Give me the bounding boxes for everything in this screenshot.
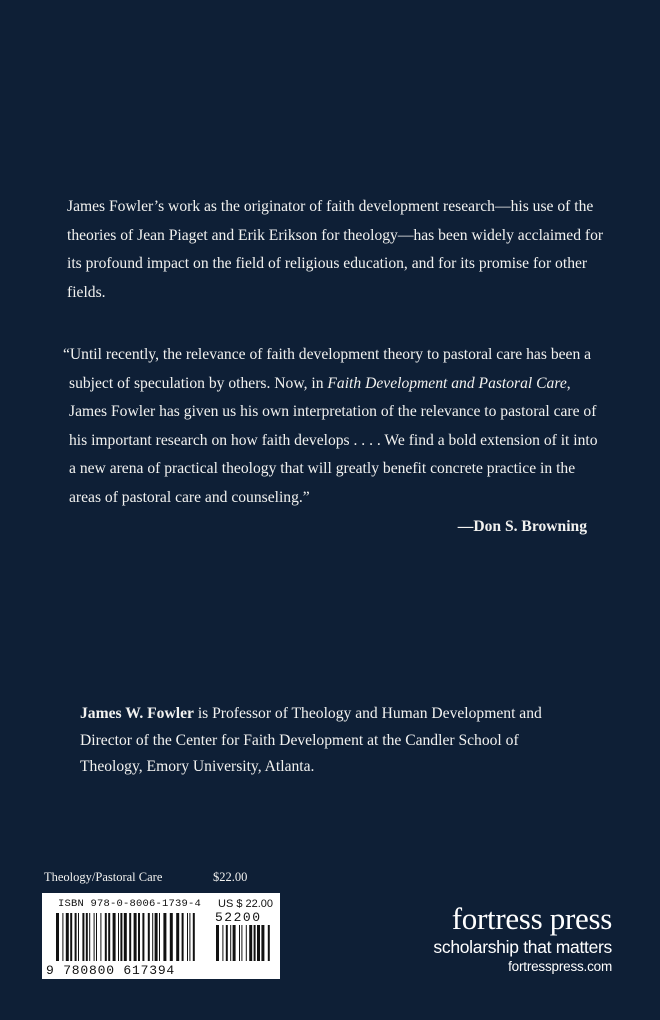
publisher-block [433,902,612,976]
author-bio [80,701,570,781]
publisher-url[interactable]: fortresspress.com [508,959,612,974]
barcode-bar [120,913,122,961]
barcode-ean-digits: 9 780800 617394 [46,963,176,978]
barcode-bar [222,925,223,961]
barcode-bar [62,913,63,961]
barcode-addon-digits: 52200 [215,910,262,925]
barcode-bar [134,913,137,961]
barcode-bar [170,913,173,961]
barcode-bar [163,913,166,961]
barcode-bar [89,913,90,961]
quote-book-title: Faith Development and Pastoral Care [327,374,567,392]
barcode-bar [241,925,242,961]
barcode-bar [118,913,119,961]
barcode-bar [152,913,153,961]
author-name: James W. Fowler [80,705,194,722]
barcode-bar [155,913,158,961]
barcode-bar [239,925,240,961]
barcode-us-price: US $ 22.00 [218,898,274,910]
barcode-bar [94,913,95,961]
quote-attribution: —Don S. Browning [457,518,587,535]
barcode-bar [142,913,144,961]
publisher-tagline: scholarship that matters [433,937,612,957]
quote-text-before: “Until recently, the relevance of faith development theory to pastoral care has been a subject of speculation by others. Now, in [63,346,592,392]
cover-price: $22.00 [213,870,248,884]
isbn-text: ISBN 978-0-8006-1739-4 [58,898,202,910]
barcode-bar [187,913,188,961]
barcode-bar [216,925,219,961]
barcode-bar [257,925,260,961]
author-bio-text: is Professor of Theology and Human Development and Director of the Center for Faith Development at the Candler School of Theology, Emory University, Atlanta. [80,705,542,775]
book-blurb: James Fowler’s work as the originator of faith development research—his use of the theories of Jean Piaget and Erik Erikson for theology—has been widely acclaimed for its profound impact on the field of religious education, and for its promise for other fields. [67,198,604,301]
barcode-bar [189,913,190,961]
subject-category: Theology/Pastoral Care [44,870,163,884]
barcode-bar [78,913,79,961]
barcode-bar [82,913,84,961]
barcode-bar [138,913,140,961]
barcode-bar [159,913,160,961]
barcode-bar [105,913,107,961]
barcode-bar [193,913,195,961]
barcode-bar [86,913,88,961]
barcode-bar [148,913,150,961]
quote-text-after: , James Fowler has given us his own interpretation of the relevance to pastoral care of his important research on how faith develops . . . . We find a bold extension of it into a new arena of practical theology that will greatly benefit concrete practice in the areas of pastoral care and counseling.” [69,374,598,506]
barcode-bar [226,925,228,961]
barcode-bar [129,913,131,961]
publisher-name: fortress press [451,901,612,936]
barcode-bar [246,925,247,961]
barcode-bar [100,913,101,961]
barcode-bar [113,913,116,961]
barcode-bar [230,925,231,961]
endorsement-quote [63,341,603,512]
barcode-bar [56,913,59,961]
barcode-bar [249,925,252,961]
barcode-label [42,893,280,979]
barcode-bar [75,913,77,961]
barcode-bar [176,913,179,961]
barcode-bar [124,913,127,961]
barcode-bar [66,913,69,961]
barcode-bar [261,925,264,961]
barcode-bar [96,913,97,961]
barcode-bar [233,925,236,961]
barcode-bar [182,913,184,961]
barcode-bar [70,913,72,961]
barcode-bar [268,925,270,961]
barcode-bar [254,925,256,961]
barcode-bar [108,913,110,961]
